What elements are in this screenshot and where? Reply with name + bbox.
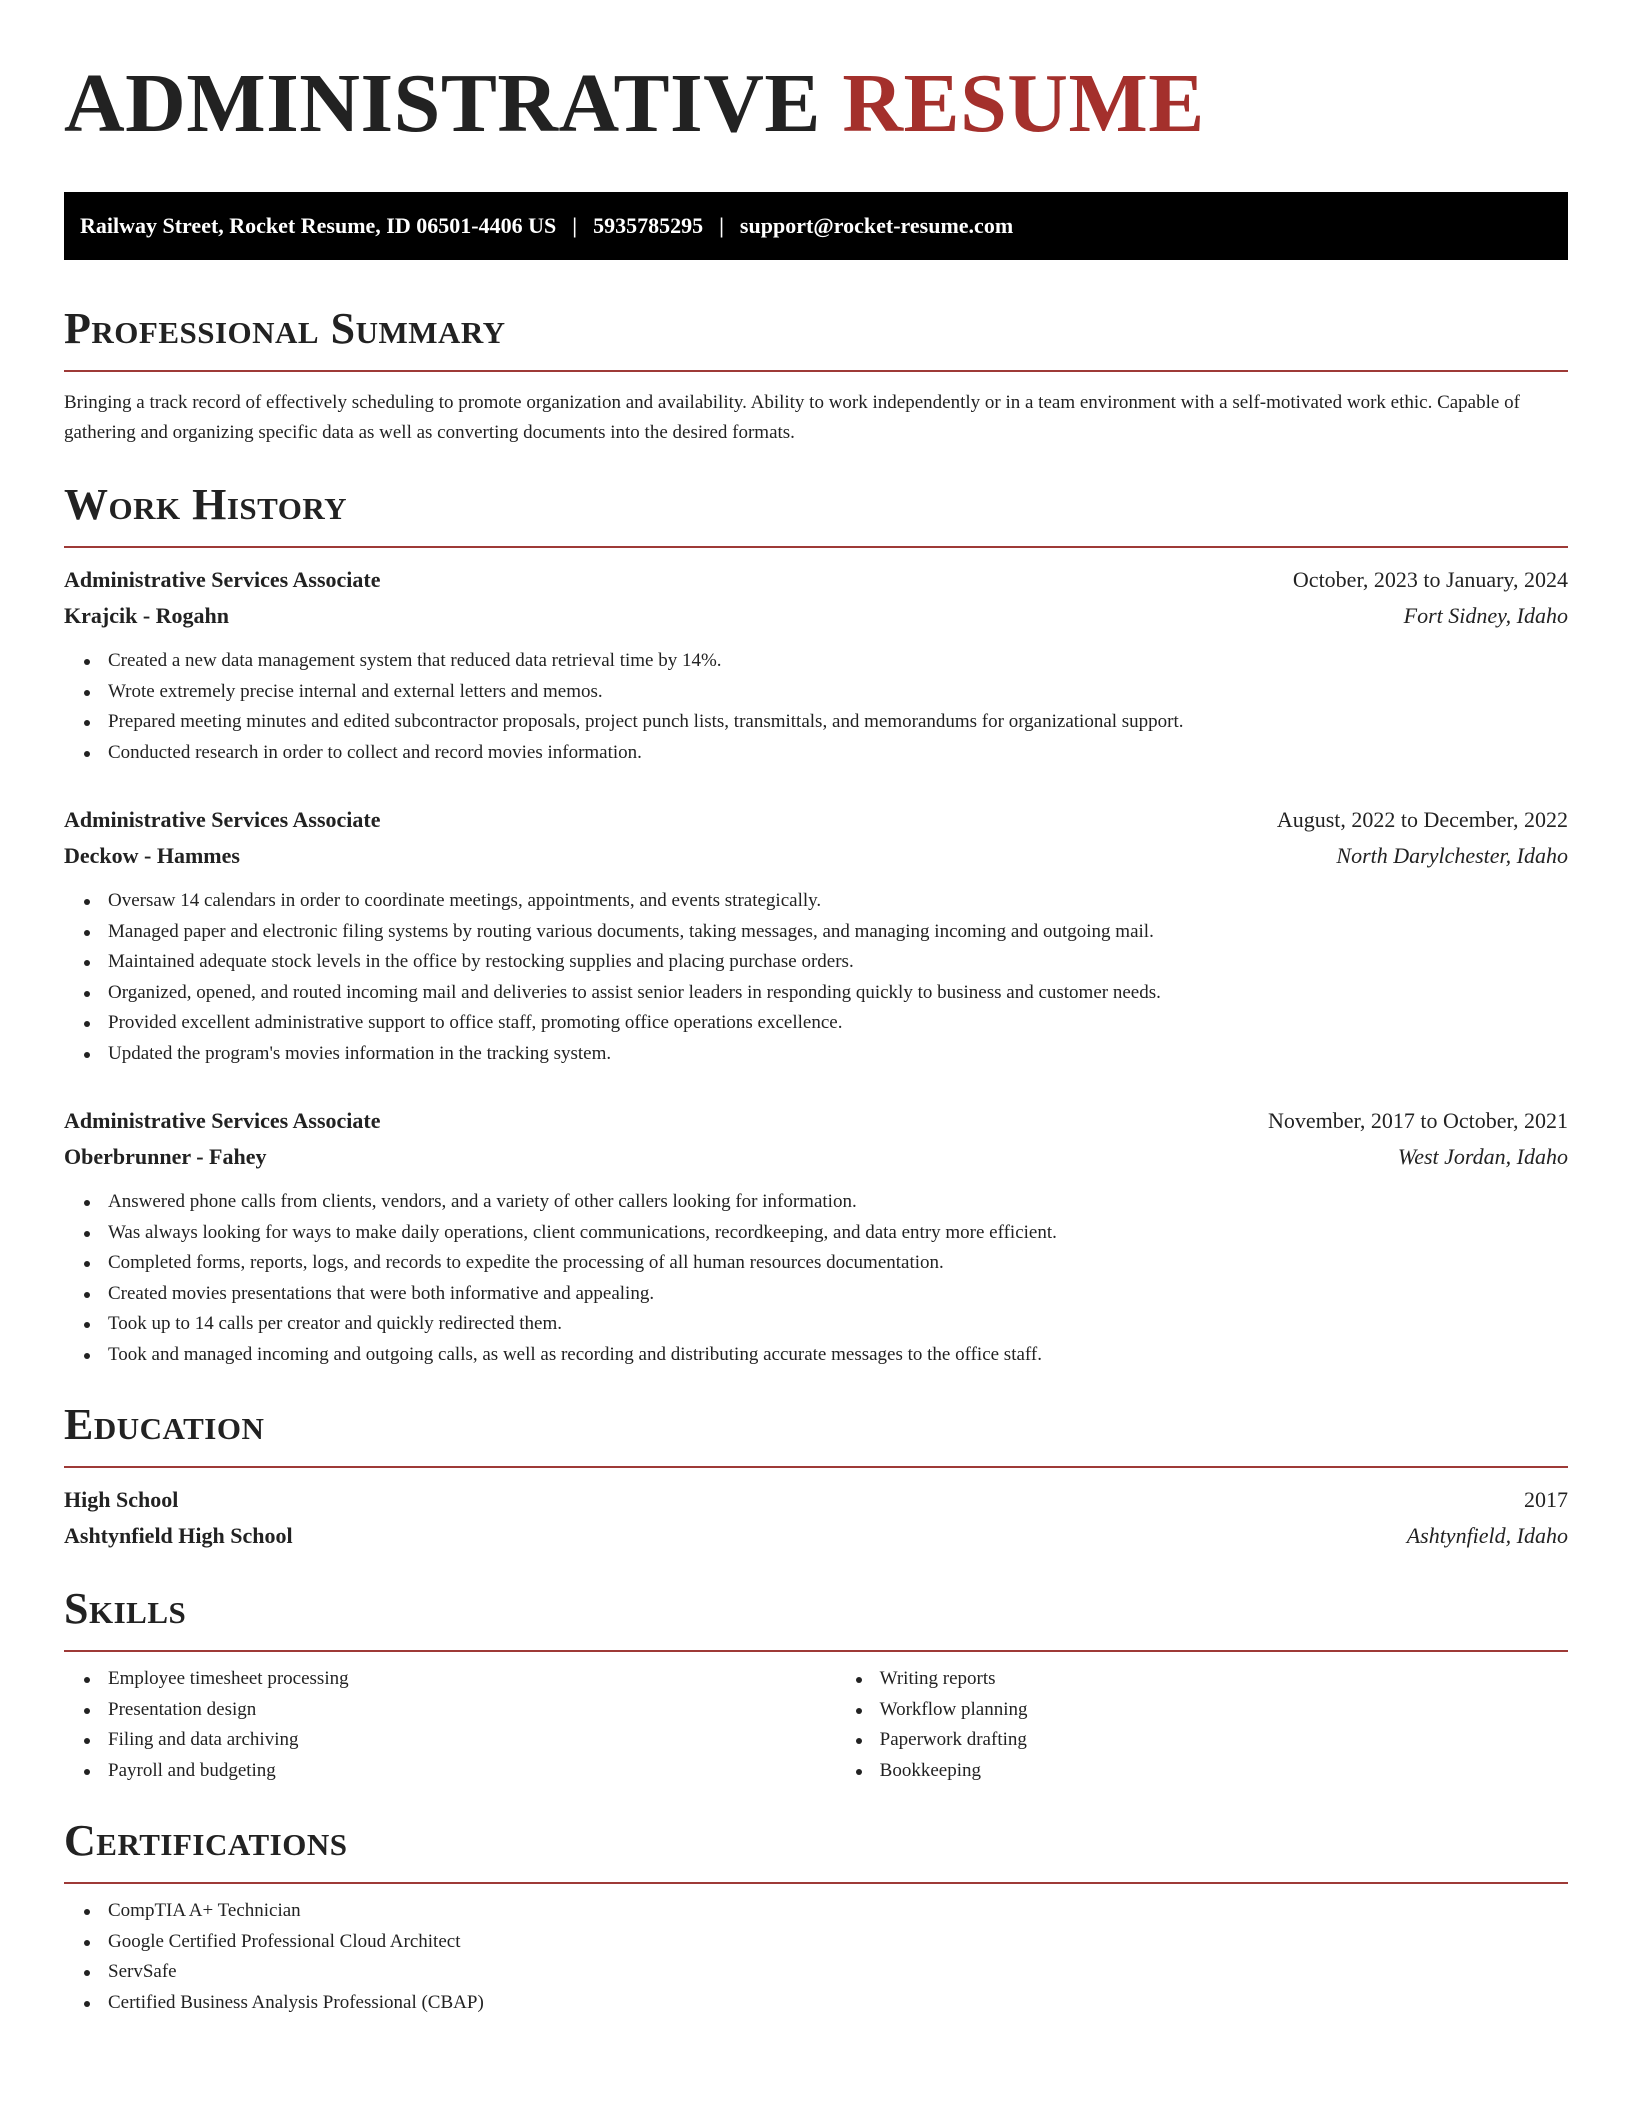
skills-section bbox=[64, 1584, 1568, 1786]
job-entry bbox=[64, 562, 1568, 768]
education-location: Ashtynfield, Idaho bbox=[1406, 1523, 1568, 1548]
section-divider bbox=[64, 370, 1568, 372]
list-item: Oversaw 14 calendars in order to coordinate meetings, appointments, and events strategically. bbox=[108, 886, 1568, 917]
section-divider bbox=[64, 546, 1568, 548]
list-item: Paperwork drafting bbox=[880, 1725, 1568, 1756]
list-item: Filing and data archiving bbox=[108, 1725, 836, 1756]
certifications-list bbox=[64, 1896, 1568, 2018]
list-item: ServSafe bbox=[108, 1957, 1568, 1988]
job-title: Administrative Services Associate bbox=[64, 1108, 381, 1133]
job-location: Fort Sidney, Idaho bbox=[1403, 603, 1568, 628]
section-divider bbox=[64, 1466, 1568, 1468]
list-item: Conducted research in order to collect and record movies information. bbox=[108, 738, 1568, 769]
certifications-heading: Certifications bbox=[64, 1816, 348, 1865]
list-item: Certified Business Analysis Professional (CBAP) bbox=[108, 1988, 1568, 2019]
list-item: Payroll and budgeting bbox=[108, 1756, 836, 1787]
work-history-section bbox=[64, 480, 1568, 1370]
job-company: Oberbrunner - Fahey bbox=[64, 1144, 267, 1169]
skills-list-right bbox=[836, 1664, 1568, 1786]
list-item: Created a new data management system that reduced data retrieval time by 14%. bbox=[108, 646, 1568, 677]
job-location: West Jordan, Idaho bbox=[1397, 1144, 1568, 1169]
list-item: Created movies presentations that were both informative and appealing. bbox=[108, 1279, 1568, 1310]
contact-bar bbox=[64, 192, 1568, 260]
job-location: North Darylchester, Idaho bbox=[1336, 843, 1568, 868]
list-item: Maintained adequate stock levels in the office by restocking supplies and placing purchase orders. bbox=[108, 947, 1568, 978]
skills-list-left bbox=[64, 1664, 836, 1786]
education-school: Ashtynfield High School bbox=[64, 1523, 293, 1548]
list-item: Took and managed incoming and outgoing calls, as well as recording and distributing accurate messages to the office staff. bbox=[108, 1340, 1568, 1371]
resume-name bbox=[64, 58, 1568, 150]
contact-separator: | bbox=[572, 213, 578, 238]
list-item: Was always looking for ways to make daily operations, client communications, recordkeeping, and data entry more efficient. bbox=[108, 1218, 1568, 1249]
job-company: Deckow - Hammes bbox=[64, 843, 240, 868]
list-item: Answered phone calls from clients, vendors, and a variety of other callers looking for information. bbox=[108, 1187, 1568, 1218]
list-item: Prepared meeting minutes and edited subcontractor proposals, project punch lists, transmittals, and memorandums for organizational support. bbox=[108, 707, 1568, 738]
summary-text: Bringing a track record of effectively scheduling to promote organization and availability. Ability to work independently or in a team environment with a self-motivated work ethic. Capable of gathering and organizing specific data as well as converting documents into the desired formats. bbox=[64, 392, 1520, 443]
job-title: Administrative Services Associate bbox=[64, 567, 381, 592]
work-history-heading: Work History bbox=[64, 480, 348, 529]
job-bullets bbox=[64, 886, 1568, 1069]
list-item: Completed forms, reports, logs, and records to expedite the processing of all human resources documentation. bbox=[108, 1248, 1568, 1279]
list-item: Provided excellent administrative support to office staff, promoting office operations excellence. bbox=[108, 1008, 1568, 1039]
name-last: RESUME bbox=[842, 57, 1205, 150]
contact-phone: 5935785295 bbox=[593, 213, 704, 238]
list-item: Writing reports bbox=[880, 1664, 1568, 1695]
job-title: Administrative Services Associate bbox=[64, 807, 381, 832]
section-divider bbox=[64, 1650, 1568, 1652]
list-item: Organized, opened, and routed incoming mail and deliveries to assist senior leaders in responding quickly to business and customer needs. bbox=[108, 978, 1568, 1009]
education-year: 2017 bbox=[1524, 1487, 1568, 1512]
list-item: Bookkeeping bbox=[880, 1756, 1568, 1787]
job-entry bbox=[64, 802, 1568, 1069]
list-item: Updated the program's movies information in the tracking system. bbox=[108, 1039, 1568, 1070]
education-heading: Education bbox=[64, 1400, 265, 1449]
contact-email: support@rocket-resume.com bbox=[739, 213, 1014, 238]
job-dates: November, 2017 to October, 2021 bbox=[1267, 1108, 1568, 1133]
education-section bbox=[64, 1400, 1568, 1554]
summary-heading: Professional Summary bbox=[64, 304, 506, 353]
summary-section bbox=[64, 304, 1568, 448]
list-item: Wrote extremely precise internal and external letters and memos. bbox=[108, 677, 1568, 708]
job-company: Krajcik - Rogahn bbox=[64, 603, 229, 628]
job-bullets bbox=[64, 1187, 1568, 1370]
list-item: Employee timesheet processing bbox=[108, 1664, 836, 1695]
certifications-section bbox=[64, 1816, 1568, 2018]
section-divider bbox=[64, 1882, 1568, 1884]
skills-grid bbox=[64, 1664, 1568, 1786]
list-item: Took up to 14 calls per creator and quickly redirected them. bbox=[108, 1309, 1568, 1340]
list-item: Workflow planning bbox=[880, 1695, 1568, 1726]
education-degree: High School bbox=[64, 1487, 179, 1512]
job-dates: August, 2022 to December, 2022 bbox=[1276, 807, 1568, 832]
list-item: Google Certified Professional Cloud Architect bbox=[108, 1927, 1568, 1958]
job-bullets bbox=[64, 646, 1568, 768]
contact-address: Railway Street, Rocket Resume, ID 06501-4406 US bbox=[80, 213, 557, 238]
job-dates: October, 2023 to January, 2024 bbox=[1292, 567, 1568, 592]
list-item: Managed paper and electronic filing systems by routing various documents, taking messages, and managing incoming and outgoing mail. bbox=[108, 917, 1568, 948]
skills-heading: Skills bbox=[64, 1584, 187, 1633]
list-item: Presentation design bbox=[108, 1695, 836, 1726]
job-entry bbox=[64, 1103, 1568, 1370]
contact-separator: | bbox=[719, 213, 724, 238]
list-item: CompTIA A+ Technician bbox=[108, 1896, 1568, 1927]
name-first: ADMINISTRATIVE bbox=[64, 57, 821, 150]
